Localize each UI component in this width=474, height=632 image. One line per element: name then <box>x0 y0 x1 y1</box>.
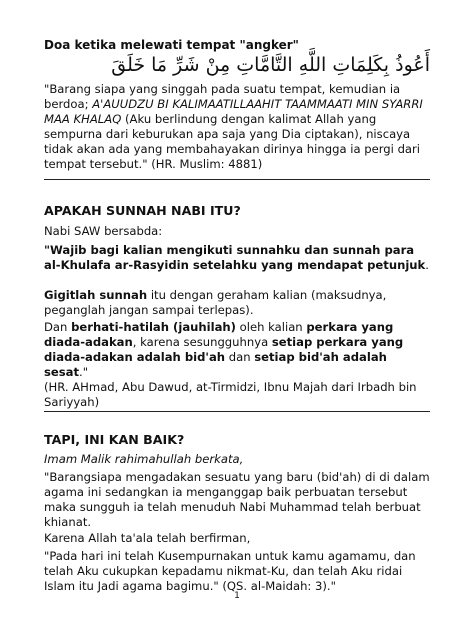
karena-line: Karena Allah ta'ala telah berfirman, <box>44 531 251 545</box>
sunnah-heading: APAKAH SUNNAH NABI ITU? <box>44 203 241 218</box>
imam-malik-text: Imam Malik rahimahullah berkata, <box>44 452 244 466</box>
text-span: dan <box>225 350 255 364</box>
hadith-bold-text: "Wajib bagi kalian mengikuti sunnahku dan sunnah para al-Khulafa ar-Rasyidin setelahku yang mendapat petunjuk <box>44 243 426 272</box>
imam-malik-quote: "Barangsiapa mengadakan sesuatu yang baru (bid'ah) di di dalam agama ini sedangkan ia menganggap baik perbuatan tersebut maka sungguh ia telah menuduh Nabi Muhammad telah berbuat khianat. <box>44 470 430 529</box>
text-span: Dan <box>44 320 72 334</box>
bold-span: setiap perkara yang diada-adakan adalah bid'ah <box>44 335 404 364</box>
doa-text-start: "Barang siapa yang singgah pada suatu tempat, kemudian ia berdoa; <box>44 82 401 111</box>
hadith-text-end: . <box>425 258 429 272</box>
doa-text-end: (Aku berlindung dengan kalimat Allah yang sempurna dari keburukan apa saja yang Dia ciptakan), niscaya tidak akan ada yang membahayakan dirinya hingga ia pergi dari tempat tersebut." (HR. Muslim: 4881) <box>44 112 421 171</box>
text-span: , karena sesungguhnya <box>132 335 272 349</box>
hadith-source: (HR. AHmad, Abu Dawud, at-Tirmidzi, Ibnu Majah dari Irbadh bin Sariyyah) <box>44 380 417 409</box>
sunnah-intro: Nabi SAW bersabda: <box>44 224 163 238</box>
quran-verse: "Pada hari ini telah Kusempurnakan untuk kamu agamamu, dan telah Aku cukupkan kepadamu nikmat-Ku, dan telah Aku ridai Islam itu Jadi agama bagimu." (QS. al-Maidah: 3)." <box>44 549 416 593</box>
sunnah-hadith-quote <box>44 243 430 273</box>
bold-span: berhati-hatilah (jauhilah) <box>71 320 236 334</box>
text-span: ." <box>79 365 89 379</box>
section-divider <box>44 179 430 180</box>
imam-malik-line <box>44 452 430 467</box>
berhati-paragraph <box>44 320 430 380</box>
text-span: oleh kalian <box>235 320 307 334</box>
baik-heading: TAPI, INI KAN BAIK? <box>44 432 185 447</box>
doa-title: Doa ketika melewati tempat "angker" <box>44 38 299 52</box>
bold-span: setiap bid'ah adalah sesat <box>44 350 387 379</box>
gigitlah-paragraph <box>44 288 430 318</box>
doa-transliteration: A'AUUDZU BI KALIMAATILLAAHIT TAAMMAATI MIN SYARRI MAA KHALAQ <box>44 97 423 126</box>
gigitlah-text: itu dengan geraham kalian (maksudnya, peganglah jangan sampai terlepas). <box>44 288 387 317</box>
doa-paragraph <box>44 82 430 172</box>
arabic-prayer: أَعُوذُ بِكَلِمَاتِ اللَّهِ التَّامَّاتِ مِنْ شَرِّ مَا خَلَقَ <box>111 54 430 76</box>
page-number: 1 <box>234 591 240 601</box>
bold-span: perkara yang diada-adakan <box>44 320 394 349</box>
section-divider <box>44 411 430 412</box>
gigitlah-bold: Gigitlah sunnah <box>44 288 148 302</box>
